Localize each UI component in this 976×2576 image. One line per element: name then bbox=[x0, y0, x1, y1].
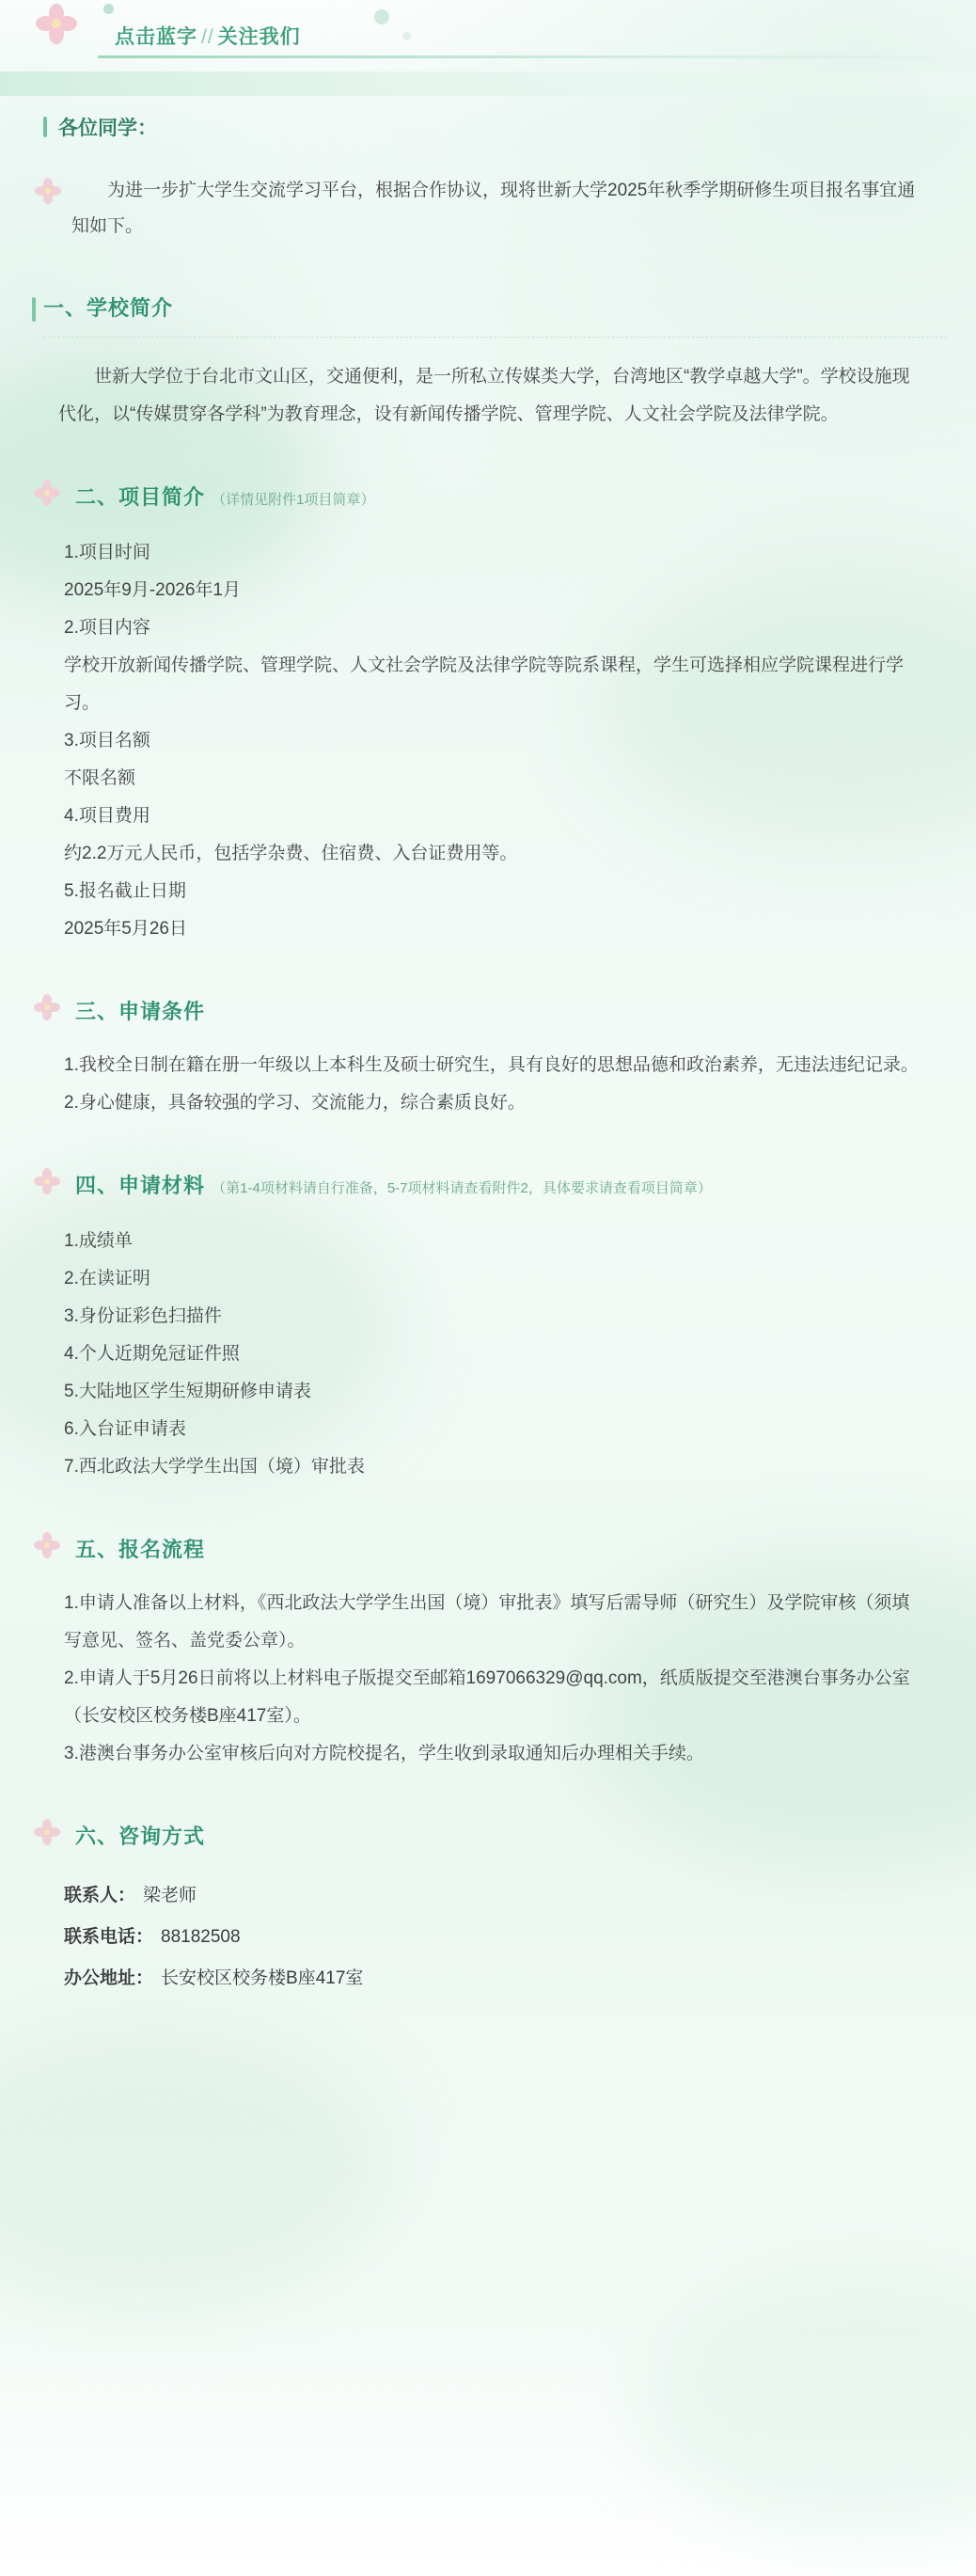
list-item: 5.报名截止日期 bbox=[64, 881, 186, 901]
flower-icon bbox=[32, 1531, 64, 1566]
section-list bbox=[64, 1223, 920, 1486]
list-item: 2.项目内容 bbox=[64, 618, 150, 638]
contact-label: 联系人： bbox=[64, 1886, 136, 1905]
list-item: 2.申请人于5月26日前将以上材料电子版提交至邮箱1697066329@qq.com，纸质版提交至港澳台事务办公室（长安校区校务楼B座417室）。 bbox=[64, 1668, 910, 1726]
list-item: 3.项目名额 bbox=[64, 731, 150, 751]
section-title: 五、报名流程 bbox=[75, 1538, 206, 1561]
flower-icon bbox=[32, 993, 64, 1028]
section-list bbox=[64, 534, 920, 948]
section-note: （详情见附件1项目简章） bbox=[212, 492, 375, 508]
decor-dot bbox=[103, 4, 114, 14]
decor-dot bbox=[374, 9, 389, 24]
list-item: 2025年9月-2026年1月 bbox=[64, 580, 241, 600]
section-title: 六、咨询方式 bbox=[75, 1825, 206, 1848]
contact-value: 长安校区校务楼B座417室 bbox=[161, 1968, 364, 1988]
greeting bbox=[43, 113, 976, 141]
header-band bbox=[0, 71, 976, 96]
contact-label: 办公地址： bbox=[64, 1968, 154, 1988]
list-item: 1.申请人准备以上材料，《西北政法大学学生出国（境）审批表》填写后需导师（研究生）及学院审核（须填写意见、签名、盖党委公章）。 bbox=[64, 1593, 910, 1651]
section-list bbox=[64, 1585, 920, 1773]
list-item: 约2.2万元人民币，包括学杂费、住宿费、入台证费用等。 bbox=[64, 844, 518, 863]
section-project-intro bbox=[0, 482, 976, 948]
section-title: 二、项目简介 bbox=[75, 485, 206, 509]
section-title: 一、学校简介 bbox=[43, 296, 174, 320]
section-title: 三、申请条件 bbox=[75, 1000, 206, 1023]
intro-text: 为进一步扩大学生交流学习平台，根据合作协议，现将世新大学2025年秋季学期研修生项目报名事宜通知如下。 bbox=[71, 181, 916, 236]
contact-row bbox=[64, 1958, 920, 1999]
list-item: 1.我校全日制在籍在册一年级以上本科生及硕士研究生，具有良好的思想品德和政治素养，无违法违纪记录。 bbox=[64, 1055, 919, 1075]
list-item: 7.西北政法大学学生出国（境）审批表 bbox=[64, 1457, 365, 1477]
list-item: 2.在读证明 bbox=[64, 1269, 150, 1288]
greeting-bar bbox=[43, 117, 47, 137]
list-item: 4.项目费用 bbox=[64, 806, 150, 826]
section-materials bbox=[0, 1171, 976, 1486]
contact-row bbox=[64, 1917, 920, 1958]
page-bottom-spacer bbox=[0, 1999, 976, 2084]
list-item: 3.港澳台事务办公室审核后向对方院校提名，学生收到录取通知后办理相关手续。 bbox=[64, 1744, 704, 1763]
header-underline bbox=[98, 55, 976, 58]
list-item: 5.大陆地区学生短期研修申请表 bbox=[64, 1382, 311, 1401]
list-item: 3.身份证彩色扫描件 bbox=[64, 1306, 222, 1326]
section-school-intro bbox=[0, 293, 976, 434]
list-item: 学校开放新闻传播学院、管理学院、人文社会学院及法律学院等院系课程，学生可选择相应学院课程进行学习。 bbox=[64, 656, 905, 713]
header-follow-text[interactable]: 关注我们 bbox=[217, 26, 301, 48]
page-header bbox=[0, 0, 976, 71]
contact-value: 88182508 bbox=[161, 1927, 241, 1947]
contact-list bbox=[64, 1875, 920, 1999]
header-separator: // bbox=[201, 26, 214, 48]
list-item: 1.项目时间 bbox=[64, 543, 150, 562]
poster-content bbox=[0, 113, 976, 2084]
section-note: （第1-4项材料请自行准备，5-7项材料请查看附件2，具体要求请查看项目简章） bbox=[212, 1180, 712, 1196]
section-application-process bbox=[0, 1535, 976, 1773]
list-item: 6.入台证申请表 bbox=[64, 1419, 186, 1439]
flower-icon bbox=[32, 479, 64, 514]
list-item: 不限名额 bbox=[64, 768, 136, 788]
list-item: 2025年5月26日 bbox=[64, 919, 187, 939]
contact-label: 联系电话： bbox=[64, 1927, 154, 1947]
section-list bbox=[64, 1047, 920, 1122]
section-bar bbox=[32, 297, 36, 322]
section-divider bbox=[43, 337, 948, 338]
flower-icon bbox=[32, 1167, 64, 1202]
section-paragraph bbox=[58, 358, 920, 434]
section-title: 四、申请材料 bbox=[75, 1174, 206, 1197]
decor-dot bbox=[402, 32, 411, 40]
header-link-text[interactable]: 点击蓝字 bbox=[115, 26, 197, 48]
flower-icon bbox=[32, 1818, 64, 1853]
section-requirements bbox=[0, 997, 976, 1122]
list-item: 2.身心健康，具备较强的学习、交流能力，综合素质良好。 bbox=[64, 1093, 526, 1113]
list-item: 1.成绩单 bbox=[64, 1231, 133, 1251]
intro-block bbox=[32, 173, 920, 245]
watercolor-blob bbox=[647, 2276, 976, 2539]
flower-icon bbox=[32, 2, 81, 51]
section-paragraph-text: 世新大学位于台北市文山区，交通便利，是一所私立传媒类大学，台湾地区“教学卓越大学”。学校设施现代化，以“传媒贯穿各学科”为教育理念，设有新闻传播学院、管理学院、人文社会学院及法律学院。 bbox=[58, 367, 910, 424]
section-contact bbox=[0, 1822, 976, 1999]
greeting-text: 各位同学： bbox=[58, 118, 157, 139]
contact-value: 梁老师 bbox=[143, 1886, 197, 1905]
flower-icon bbox=[32, 177, 66, 245]
contact-row bbox=[64, 1875, 920, 1917]
list-item: 4.个人近期免冠证件照 bbox=[64, 1344, 240, 1364]
